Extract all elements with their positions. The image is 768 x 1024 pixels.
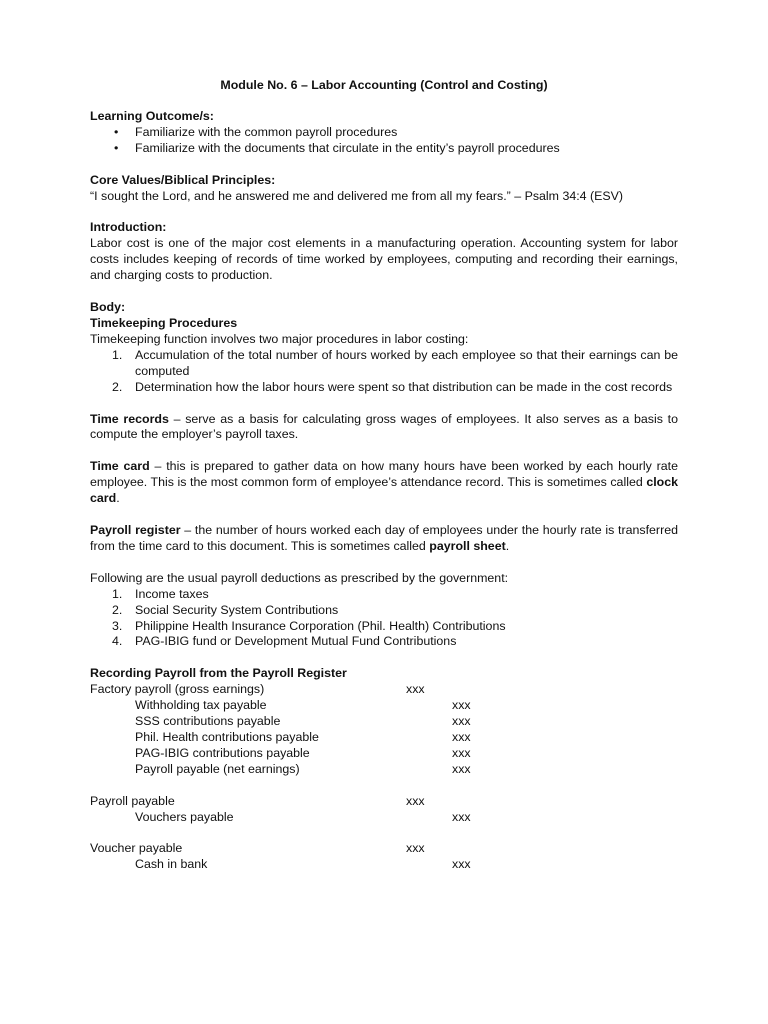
journal-row xyxy=(90,698,678,714)
account-name: Cash in bank xyxy=(135,857,208,872)
learning-outcomes-list xyxy=(90,125,678,157)
deductions-intro: Following are the usual payroll deductions as prescribed by the government: xyxy=(90,570,509,585)
procedure-item: 2. Determination how the labor hours were spent so that distribution can be made in the cost records xyxy=(112,379,673,394)
deduction-item: 3. Philippine Health Insurance Corporation (Phil. Health) Contributions xyxy=(112,618,506,633)
clock-card-term: clock card xyxy=(90,475,678,506)
recording-payroll-heading: Recording Payroll from the Payroll Register xyxy=(90,666,347,681)
credit-amount: xxx xyxy=(452,745,471,760)
journal-row xyxy=(90,730,678,746)
account-name: Withholding tax payable xyxy=(135,698,267,713)
core-values-heading: Core Values/Biblical Principles: xyxy=(90,172,276,187)
journal-row xyxy=(90,762,678,778)
credit-amount: xxx xyxy=(452,761,471,776)
debit-amount: xxx xyxy=(406,841,425,856)
body-heading: Body: xyxy=(90,300,126,315)
time-records-term: Time records xyxy=(90,411,169,426)
payroll-register-paragraph: Payroll register – the number of hours worked each day of employees under the hourly rate is transferred from the time card to this document. This is sometimes called payroll sheet. xyxy=(90,523,678,553)
deduction-item: 2. Social Security System Contributions xyxy=(112,602,339,617)
debit-amount: xxx xyxy=(406,682,425,697)
credit-amount: xxx xyxy=(452,714,471,729)
payroll-register-term: Payroll register xyxy=(90,523,181,538)
time-card-term: Time card xyxy=(90,459,150,474)
journal-row xyxy=(90,857,678,873)
account-name: Payroll payable (net earnings) xyxy=(135,761,300,776)
journal-row xyxy=(90,810,678,826)
account-name: Phil. Health contributions payable xyxy=(135,729,319,744)
journal-row xyxy=(90,682,678,698)
credit-amount: xxx xyxy=(452,809,471,824)
introduction-text: Labor cost is one of the major cost elements in a manufacturing operation. Accounting system for labor costs includes keeping of records of time worked by employees, computing and recording their earnings, and charging costs to production. xyxy=(90,236,678,283)
introduction-heading: Introduction: xyxy=(90,220,167,235)
learning-outcomes-heading: Learning Outcome/s: xyxy=(90,108,214,123)
procedure-item: 1. Accumulation of the total number of hours worked by each employee so that their earnings can be computed xyxy=(112,347,678,378)
credit-amount: xxx xyxy=(452,698,471,713)
timekeeping-procedures-list xyxy=(90,348,678,396)
journal-entries xyxy=(90,682,678,873)
time-records-paragraph: Time records – serve as a basis for calculating gross wages of employees. It also serves as a basis to compute the employer’s payroll taxes. xyxy=(90,411,678,442)
account-name: SSS contributions payable xyxy=(135,714,281,729)
learning-outcome-item: • Familiarize with the common payroll procedures xyxy=(90,125,678,141)
account-name: Vouchers payable xyxy=(135,809,234,824)
journal-row xyxy=(90,746,678,762)
timekeeping-intro: Timekeeping function involves two major procedures in labor costing: xyxy=(90,331,469,346)
deduction-item: 4. PAG-IBIG fund or Development Mutual Fund Contributions xyxy=(112,634,457,649)
account-name: Payroll payable xyxy=(90,793,175,808)
core-values-quote: “I sought the Lord, and he answered me and delivered me from all my fears.” – Psalm 34:4 (ESV) xyxy=(90,188,624,203)
credit-amount: xxx xyxy=(452,857,471,872)
account-name: Factory payroll (gross earnings) xyxy=(90,682,265,697)
timekeeping-heading: Timekeeping Procedures xyxy=(90,315,238,330)
learning-outcome-item: • Familiarize with the documents that circulate in the entity’s payroll procedures xyxy=(90,141,678,157)
deduction-item: 1. Income taxes xyxy=(112,586,209,601)
document-page xyxy=(90,78,678,873)
journal-row xyxy=(90,794,678,810)
journal-row xyxy=(90,714,678,730)
account-name: PAG-IBIG contributions payable xyxy=(135,745,310,760)
credit-amount: xxx xyxy=(452,729,471,744)
debit-amount: xxx xyxy=(406,793,425,808)
time-card-paragraph: Time card – this is prepared to gather data on how many hours have been worked by each hourly rate employee. This is the most common form of employee’s attendance record. This is sometimes called clock card. xyxy=(90,459,679,506)
module-title: Module No. 6 – Labor Accounting (Control and Costing) xyxy=(220,78,548,92)
account-name: Voucher payable xyxy=(90,841,183,856)
payroll-sheet-term: payroll sheet xyxy=(429,538,506,553)
deductions-list xyxy=(90,587,678,651)
journal-row xyxy=(90,841,678,857)
